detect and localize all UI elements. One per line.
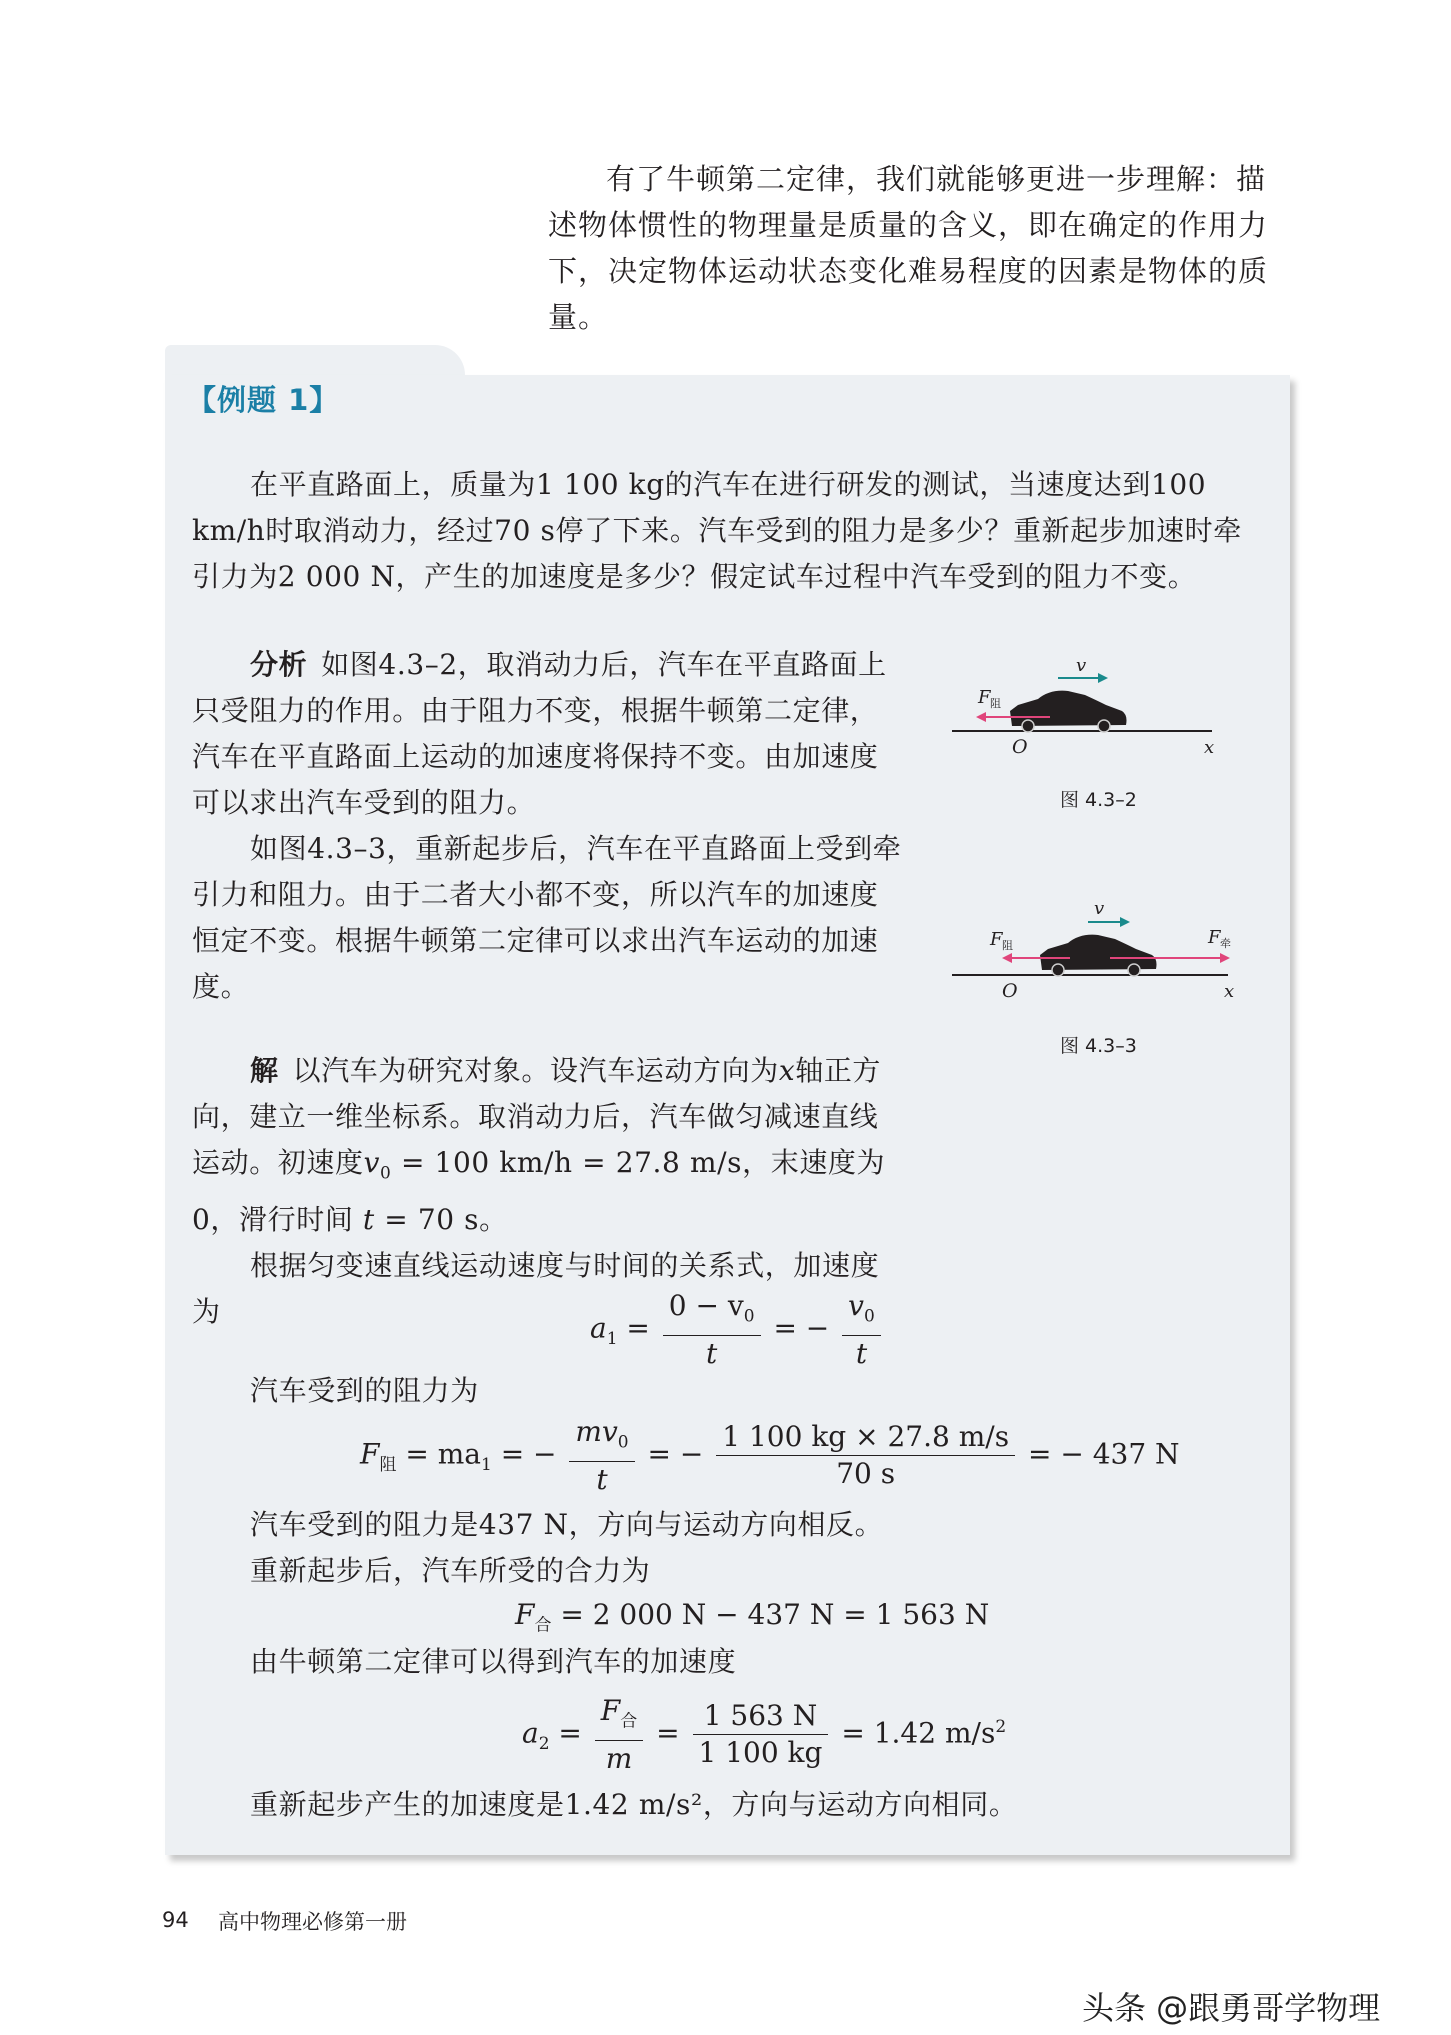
- figure-4-3-2-caption: 图 4.3–2: [1060, 789, 1137, 811]
- equation-resistance: $F_阻 = ma_1$ = − $\frac{mv_0}{t}$ = − $\frac{1 100 kg \times 27.8 m/s}{70 s}$ = − 437 N: [360, 1415, 1180, 1496]
- watermark: 头条 @跟勇哥学物理: [1082, 1989, 1381, 2027]
- svg-text:F: F: [978, 687, 991, 708]
- solution-line-4: 汽车受到的阻力是437 N，方向与运动方向相反。: [250, 1508, 884, 1541]
- solution-line-3: 汽车受到的阻力为: [250, 1374, 479, 1407]
- equation-net-force: $F_合 = 2$ 000 N − 437 N = 1 563 N: [515, 1598, 990, 1636]
- figure-4-3-2: [950, 655, 1250, 758]
- problem-text: 在平直路面上，质量为1 100 kg的汽车在进行研发的测试，当速度达到100 km/h时取消动力，经过70 s停了下来。汽车受到的阻力是多少？重新起步加速时牵引力为2 000 N，产生的加速度是多少？假定试车过程中汽车受到的阻力不变。: [192, 468, 1242, 593]
- equation-acceleration-2: $a_2$ = $\frac{F_合}{m}$ = $\frac{1 563 N}{1 100 kg}$ = 1.42 $m/s^2$: [522, 1694, 1007, 1775]
- svg-text:x: x: [1204, 737, 1215, 758]
- solution-line-2: 根据匀变速直线运动速度与时间的关系式，加速度为: [192, 1248, 880, 1328]
- solution-line-6: 由牛顿第二定律可以得到汽车的加速度: [250, 1645, 737, 1678]
- svg-text:F: F: [1208, 927, 1221, 948]
- analysis-paragraph-1: [192, 642, 906, 826]
- solution-line-7: 重新起步产生的加速度是1.42 m/s²，方向与运动方向相同。: [250, 1788, 1018, 1821]
- figure-4-3-3: [950, 900, 1250, 1000]
- svg-text:F: F: [990, 929, 1003, 950]
- svg-text:O: O: [1002, 980, 1018, 1002]
- analysis-label: 分析: [250, 648, 308, 681]
- figure-4-3-3-caption: 图 4.3–3: [1060, 1035, 1137, 1057]
- solution-line-5: 重新起步后，汽车所受的合力为: [250, 1554, 651, 1587]
- example-title: 【例题 1】: [187, 383, 340, 417]
- analysis-text-1: 如图4.3–2，取消动力后，汽车在平直路面上只受阻力的作用。由于阻力不变，根据牛顿第二定律，汽车在平直路面上运动的加速度将保持不变。由加速度可以求出汽车受到的阻力。: [192, 648, 887, 819]
- svg-text:牵: 牵: [1220, 937, 1231, 950]
- svg-text:x: x: [1224, 981, 1235, 1002]
- solution-paragraph-1: 解 以汽车为研究对象。设汽车运动方向为x轴正方向，建立一维坐标系。取消动力后，汽车做匀减速直线运动。初速度$v_0 = 100$ km/h = 27.8 m/s，末速度为0，滑行时间 t = 70 s。: [192, 1054, 886, 1236]
- solution-label: 解: [250, 1054, 279, 1087]
- svg-text:v: v: [1076, 655, 1087, 676]
- page-number: 94: [162, 1908, 189, 1932]
- analysis-section: [192, 642, 906, 1010]
- analysis-paragraph-2: 如图4.3–3，重新起步后，汽车在平直路面上受到牵引力和阻力。由于二者大小都不变，所以汽车的加速度恒定不变。根据牛顿第二定律可以求出汽车运动的加速度。: [192, 832, 902, 1003]
- svg-text:阻: 阻: [1002, 939, 1013, 952]
- intro-paragraph: [548, 156, 1290, 340]
- svg-text:v: v: [1094, 898, 1105, 919]
- problem-statement: [192, 462, 1264, 600]
- book-title: 高中物理必修第一册: [218, 1910, 407, 1934]
- svg-text:O: O: [1012, 736, 1028, 758]
- svg-text:阻: 阻: [990, 697, 1001, 710]
- equation-acceleration-1: $a_1$ = $\frac{0 - v_0}{t}$ = − $\frac{v_0}{t}$: [590, 1290, 885, 1370]
- intro-text: 有了牛顿第二定律，我们就能够更进一步理解：描述物体惯性的物理量是质量的含义，即在确定的作用力下，决定物体运动状态变化难易程度的因素是物体的质量。: [548, 162, 1269, 334]
